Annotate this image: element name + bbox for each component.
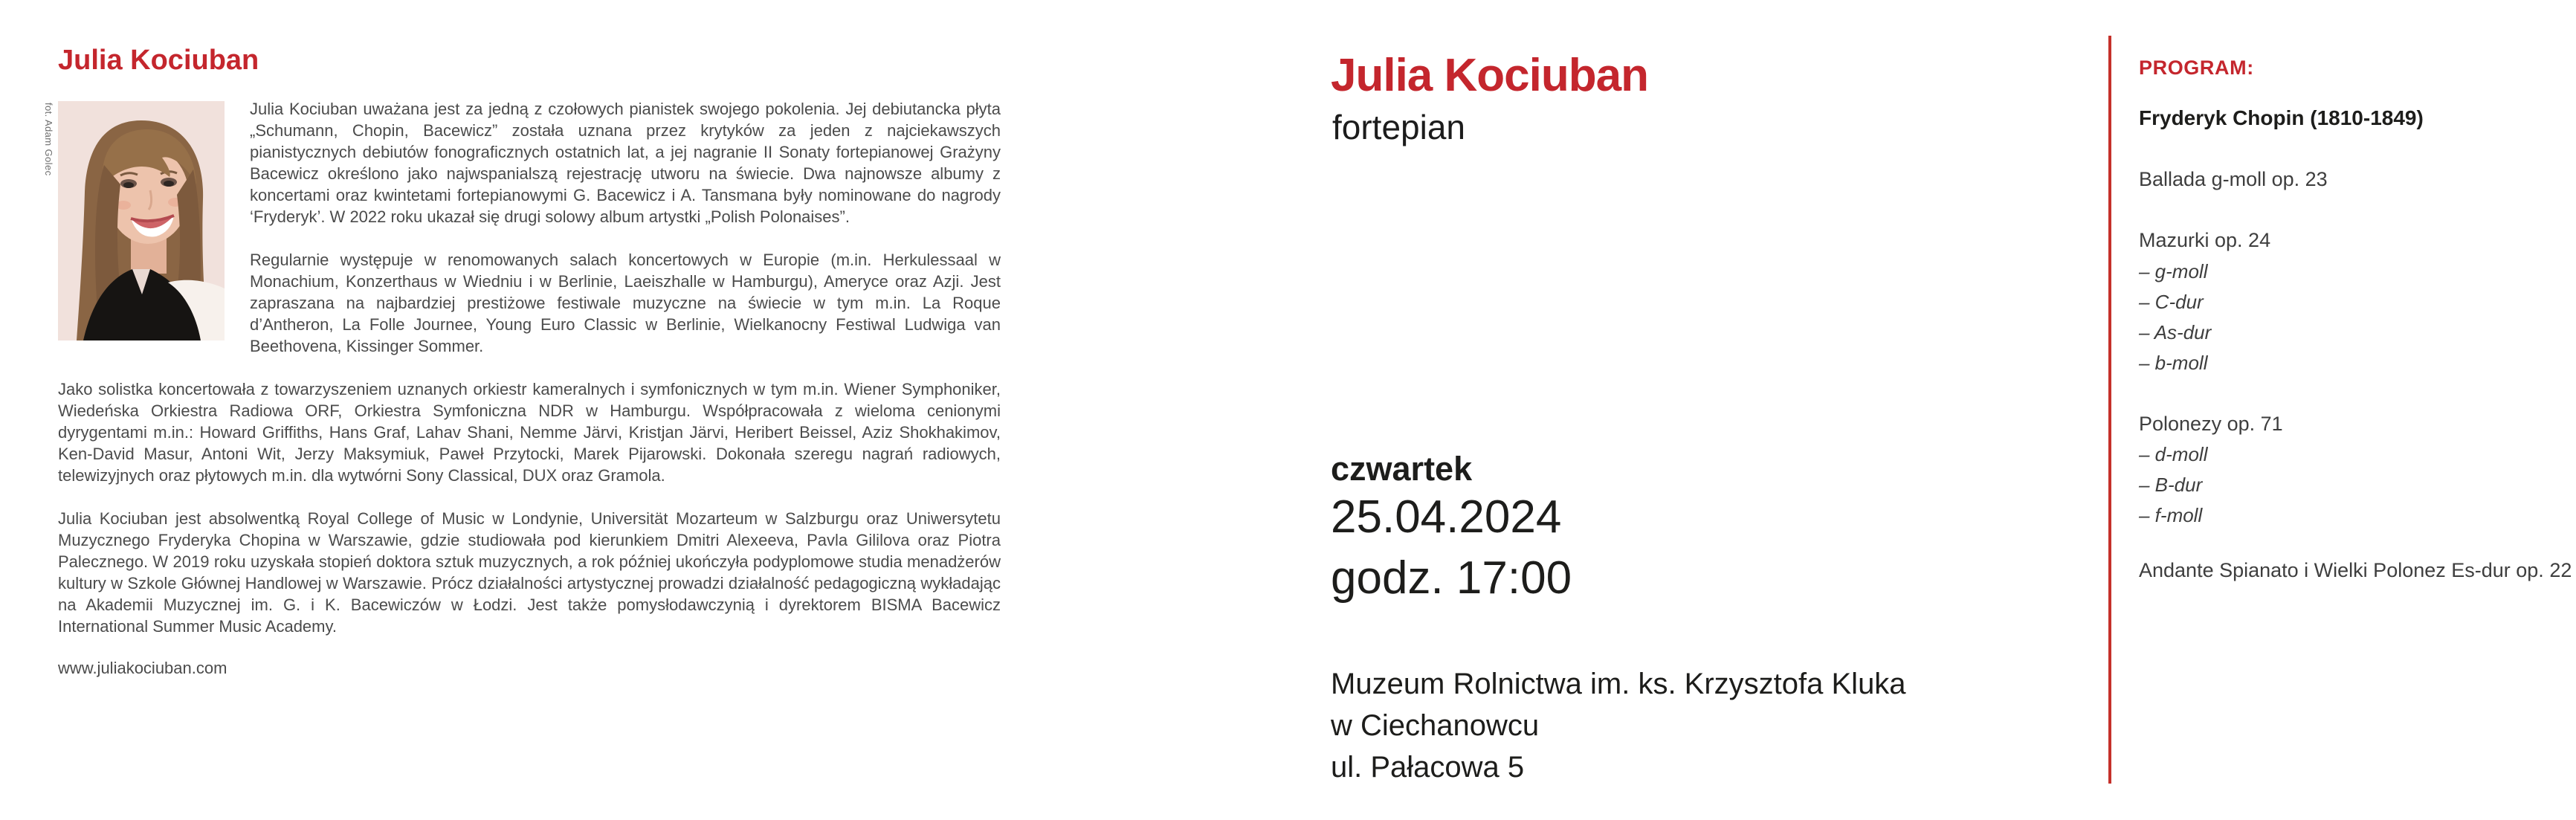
event-time: godz. 17:00 bbox=[1331, 552, 1572, 604]
bio-paragraph-2: Regularnie występuje w renomowanych salach koncertowych w Europie (m.in. Herkulessaal w Monachium, Konzerthaus w Wiedniu i w Berlinie, Laeiszhalle w Hamburgu), Ameryce oraz Azji. Jest zapraszana na najbardziej prestiżowe festiwale muzyczne na świecie w tym m.in. La Roque d’Antheron, La Folle Journee, Young Euro Classic w Berlinie, Wielkanocny Festiwal Ludwiga van Beethovena, Kissinger Sommer. bbox=[250, 251, 1001, 355]
photo-credit: fot. Adam Golec bbox=[43, 103, 54, 176]
program-subitem: – g-moll bbox=[2139, 260, 2208, 283]
program-heading: PROGRAM: bbox=[2139, 57, 2254, 79]
venue-line-2: w Ciechanowcu bbox=[1331, 709, 1540, 742]
program-subitem: – As-dur bbox=[2139, 321, 2212, 343]
website-url: www.juliakociuban.com bbox=[58, 659, 227, 677]
event-date: 25.04.2024 bbox=[1331, 491, 1562, 543]
bio-paragraph-4: Julia Kociuban jest absolwentką Royal College of Music w Londynie, Universität Mozarteum w Salzburgu oraz Uniwersytetu Muzycznego Fryderyka Chopina w Warszawie, gdzie studiowała pod kierunkiem Dmitri Alexeeva, Pavla Gililova oraz Piotra Palecznego. W 2019 roku uzyskała stopień doktora sztuk muzycznych, a rok później ukończyła podyplomowe studia menadżerów kultury w Szkole Głównej Handlowej w Warszawie. Prócz działalności artystycznej prowadzi działalność pedagogiczną wykładając na Akademii Muzycznej im. G. i K. Bacewiczów w Łodzi. Jest także pomysłodawczynią i dyrektorem BISMA Bacewicz International Summer Music Academy. bbox=[58, 509, 1001, 636]
program-subitem: – C-dur bbox=[2139, 291, 2204, 313]
venue-address bbox=[1331, 663, 1906, 788]
program-item-polonezy: Polonezy op. 71 bbox=[2139, 413, 2283, 435]
bio-paragraph-1: Julia Kociuban uważana jest za jedną z czołowych pianistek swojego pokolenia. Jej debiutancka płyta „Schumann, Chopin, Bacewicz” została uznana przez krytyków za jeden z najciekawszych pianistycznych debiutów fonograficznych ostatnich lat, a jej nagranie II Sonaty fortepianowej Grażyny Bacewicz określono jako najwspanialszą rejestrację utworu na świecie. Dwa najnowsze albumy z koncertami oraz kwintetami fortepianowymi G. Bacewicz i A. Tansmana były nominowane do nagrody ‘Fryderyk’. W 2022 roku ukazał się drugi solowy album artystki „Polish Polonaises”. bbox=[250, 100, 1001, 226]
program-subitem: – f-moll bbox=[2139, 504, 2203, 526]
program-item-ballada: Ballada g-moll op. 23 bbox=[2139, 168, 2328, 190]
artist-name-heading: Julia Kociuban bbox=[58, 45, 259, 76]
divider-line bbox=[2108, 36, 2111, 784]
bio-column bbox=[43, 43, 1001, 678]
event-artist-name: Julia Kociuban bbox=[1331, 50, 1648, 101]
program-item-andante: Andante Spianato i Wielki Polonez Es-dur op. 22 bbox=[2139, 559, 2572, 581]
program-subitem: – B-dur bbox=[2139, 474, 2203, 496]
composer-name: Fryderyk Chopin (1810-1849) bbox=[2139, 106, 2424, 129]
portrait-illustration bbox=[58, 101, 225, 340]
program-subitem: – d-moll bbox=[2139, 443, 2208, 465]
program-item-mazurki: Mazurki op. 24 bbox=[2139, 229, 2271, 251]
program-column bbox=[2139, 0, 2576, 820]
venue-line-1: Muzeum Rolnictwa im. ks. Krzysztofa Kluka bbox=[1331, 668, 1906, 700]
bio-flow bbox=[43, 98, 1001, 637]
program-subitem: – b-moll bbox=[2139, 352, 2208, 374]
venue-line-3: ul. Pałacowa 5 bbox=[1331, 751, 1525, 784]
event-day: czwartek bbox=[1331, 450, 1473, 488]
bio-paragraph-3: Jako solistka koncertowała z towarzyszeniem uznanych orkiestr kameralnych i symfonicznych w tym m.in. Wiener Symphoniker, Wiedeńska Orkiestra Radiowa ORF, Orkiestra Symfoniczna NDR w Hamburgu. Współpracowała z wieloma cenionymi dyrygentami m.in.: Howard Griffiths, Hans Graf, Lahav Shani, Nemme Järvi, Kristjan Järvi, Heribert Beissel, Aziz Shokhakimov, Ken-David Masur, Antoni Wit, Jerzy Maksymiuk, Paweł Przytocki, Marek Pijarowski. Dokonała szeregu nagrań radiowych, telewizyjnych oraz płytowych m.in. dla wytwórni Sony Classical, DUX oraz Gramola. bbox=[58, 380, 1001, 485]
event-instrument: fortepian bbox=[1332, 108, 1466, 146]
artist-photo bbox=[43, 101, 225, 340]
